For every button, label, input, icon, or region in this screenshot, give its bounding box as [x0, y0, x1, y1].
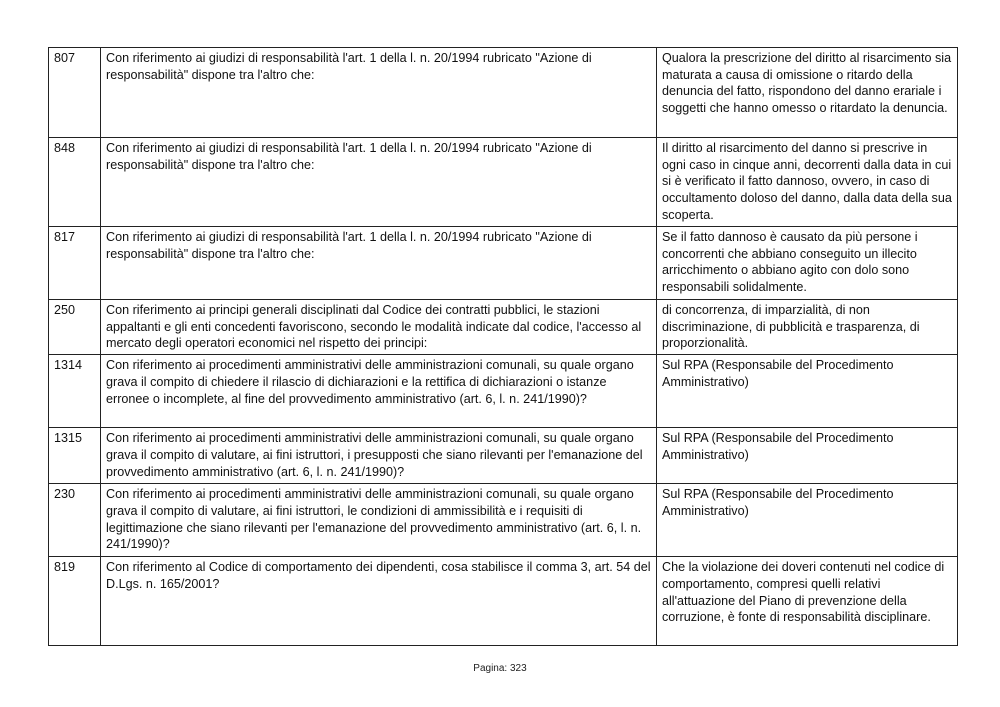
answer-text: Qualora la prescrizione del diritto al risarcimento sia maturata a causa di omissione o ritardo della denuncia del fatto, rispondono del danno erariale i soggetti che hanno omesso o ritardato la denuncia. — [657, 48, 958, 138]
question-id: 819 — [49, 557, 101, 646]
answer-text: Che la violazione dei doveri contenuti nel codice di comportamento, compresi quelli relativi all'attuazione del Piano di prevenzione della corruzione, è fonte di responsabilità disciplinare. — [657, 557, 958, 646]
question-id: 250 — [49, 300, 101, 355]
question-id: 1315 — [49, 428, 101, 484]
question-id: 807 — [49, 48, 101, 138]
answer-text: Se il fatto dannoso è causato da più persone i concorrenti che abbiano conseguito un illecito arricchimento o abbiano agito con dolo sono responsabili solidalmente. — [657, 227, 958, 300]
question-id: 848 — [49, 138, 101, 227]
question-table — [48, 47, 958, 646]
question-text: Con riferimento ai giudizi di responsabilità l'art. 1 della l. n. 20/1994 rubricato "Azione di responsabilità" dispone tra l'altro che: — [101, 138, 657, 227]
answer-text: Sul RPA (Responsabile del Procedimento Amministrativo) — [657, 355, 958, 428]
answer-text: Sul RPA (Responsabile del Procedimento Amministrativo) — [657, 428, 958, 484]
question-text: Con riferimento ai procedimenti amministrativi delle amministrazioni comunali, su quale organo grava il compito di valutare, ai fini istruttori, le condizioni di ammissibilità e i requisiti di legittimazione che siano rilevanti per l'emanazione del provvedimento amministrativo (art. 6, l. n. 241/1990)? — [101, 484, 657, 557]
question-id: 230 — [49, 484, 101, 557]
table-row — [49, 227, 958, 300]
table-row — [49, 428, 958, 484]
question-text: Con riferimento al Codice di comportamento dei dipendenti, cosa stabilisce il comma 3, art. 54 del D.Lgs. n. 165/2001? — [101, 557, 657, 646]
answer-text: Il diritto al risarcimento del danno si prescrive in ogni caso in cinque anni, decorrenti dalla data in cui si è verificato il fatto dannoso, ovvero, in caso di occultamento doloso del danno, dalla data della sua scoperta. — [657, 138, 958, 227]
table-row — [49, 48, 958, 138]
answer-text: Sul RPA (Responsabile del Procedimento Amministrativo) — [657, 484, 958, 557]
question-text: Con riferimento ai procedimenti amministrativi delle amministrazioni comunali, su quale organo grava il compito di chiedere il rilascio di dichiarazioni e la rettifica di dichiarazioni o istanze erronee o incomplete, al fine del provvedimento amministrativo (art. 6, l. n. 241/1990)? — [101, 355, 657, 428]
question-id: 1314 — [49, 355, 101, 428]
question-text: Con riferimento ai procedimenti amministrativi delle amministrazioni comunali, su quale organo grava il compito di valutare, ai fini istruttori, i presupposti che siano rilevanti per l'emanazione del provvedimento amministrativo (art. 6, l. n. 241/1990)? — [101, 428, 657, 484]
table-row — [49, 355, 958, 428]
page-number: Pagina: 323 — [473, 663, 527, 674]
answer-text: di concorrenza, di imparzialità, di non discriminazione, di pubblicità e trasparenza, di proporzionalità. — [657, 300, 958, 355]
table-row — [49, 557, 958, 646]
question-id: 817 — [49, 227, 101, 300]
table-row — [49, 484, 958, 557]
question-text: Con riferimento ai giudizi di responsabilità l'art. 1 della l. n. 20/1994 rubricato "Azione di responsabilità" dispone tra l'altro che: — [101, 48, 657, 138]
question-text: Con riferimento ai principi generali disciplinati dal Codice dei contratti pubblici, le stazioni appaltanti e gli enti concedenti favoriscono, secondo le modalità indicate dal codice, l'accesso al mercato degli operatori economici nel rispetto dei principi: — [101, 300, 657, 355]
question-text: Con riferimento ai giudizi di responsabilità l'art. 1 della l. n. 20/1994 rubricato "Azione di responsabilità" dispone tra l'altro che: — [101, 227, 657, 300]
table-row — [49, 138, 958, 227]
table-row — [49, 300, 958, 355]
